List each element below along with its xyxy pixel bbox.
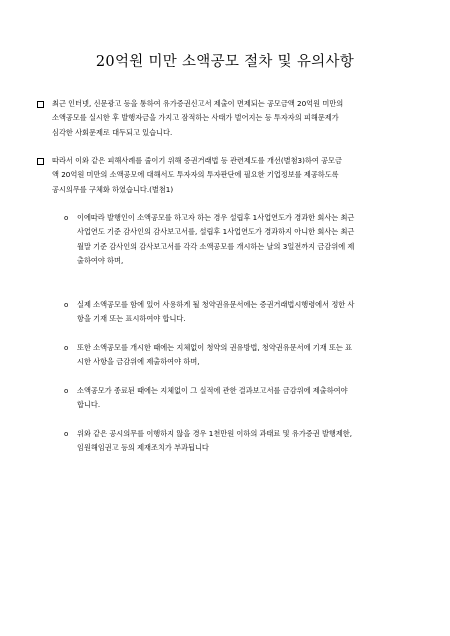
section-2-paragraph [52,154,422,197]
bullet-line: 소액공모가 종료된 때에는 지체없이 그 실적에 관한 결과보고서를 금감위에 제출하여야 [77,386,348,395]
bullet-line: 항을 기재 또는 표시하여야 합니다. [77,314,186,324]
bullet-line: 월말 기준 감사인의 감사보고서를 각각 소액공모를 개시하는 날의 3일전까지 금감위에 제 [77,241,355,251]
bullet-item [77,427,422,456]
bullet-item [77,211,422,269]
bullet-marker: o [64,344,69,352]
bullet-marker: o [64,387,69,395]
section-1-line: 심각한 사회문제로 대두되고 있습니다. [52,127,173,137]
bullet-item [77,384,422,413]
bullet-line: 실제 소액공모를 함에 있어 사용하게 될 청약권유문서에는 증권거래법시행령에서 정한 사 [77,300,355,309]
section-checkbox-icon [37,101,44,108]
bullet-marker: o [64,214,69,222]
section-2-line: 액 20억원 미만의 소액공모에 대해서도 투자자의 투자판단에 필요한 기업정보를 제공하도록 [52,170,339,180]
bullet-line: 또한 소액공모를 개시한 때에는 지체없이 청약의 권유방법, 청약권유문서에 기재 또는 표 [77,343,353,352]
section-1-line: 최근 인터넷, 신문광고 등을 통하여 유가증권신고서 제출이 면제되는 공모금액 20억원 미만의 [52,99,344,108]
section-2-line: 따라서 이와 같은 피해사례를 줄이기 위해 증권거래법 등 관련제도를 개선(별첨3)하여 공모금 [52,156,342,165]
bullet-item [77,298,422,327]
document-title: 20억원 미만 소액공모 절차 및 유의사항 [95,54,355,70]
bullet-item [77,341,422,370]
bullet-line: 출하여야 하며, [77,256,124,266]
bullet-marker: o [64,430,69,438]
bullet-line: 사업연도 기준 감사인의 감사보고서를, 설립후 1사업연도가 경과하지 아니한 회사는 최근 [77,227,355,237]
bullet-marker: o [64,301,69,309]
section-checkbox-icon [37,158,44,165]
section-1-paragraph [52,97,422,140]
section-2-line: 공시의무를 구체화 하였습니다.(별첨1) [52,184,174,194]
section-1-line: 소액공모를 실시한 후 발행자금을 가지고 잠적하는 사태가 벌어지는 등 투자자의 피해문제가 [52,113,339,123]
bullet-line: 이에따라 발행인이 소액공모를 하고자 하는 경우 설립후 1사업연도가 경과한 회사는 최근 [77,213,355,222]
bullet-line: 임원해임권고 등의 제재조치가 부과됩니다 [77,443,209,453]
bullet-line: 위와 같은 공시의무를 이행하지 않을 경우 1천만원 이하의 과태료 및 유가증권 발행제한, [77,429,353,438]
bullet-line: 시한 사항을 금감위에 제출하여야 하며, [77,357,200,367]
bullet-line: 합니다. [77,400,101,410]
